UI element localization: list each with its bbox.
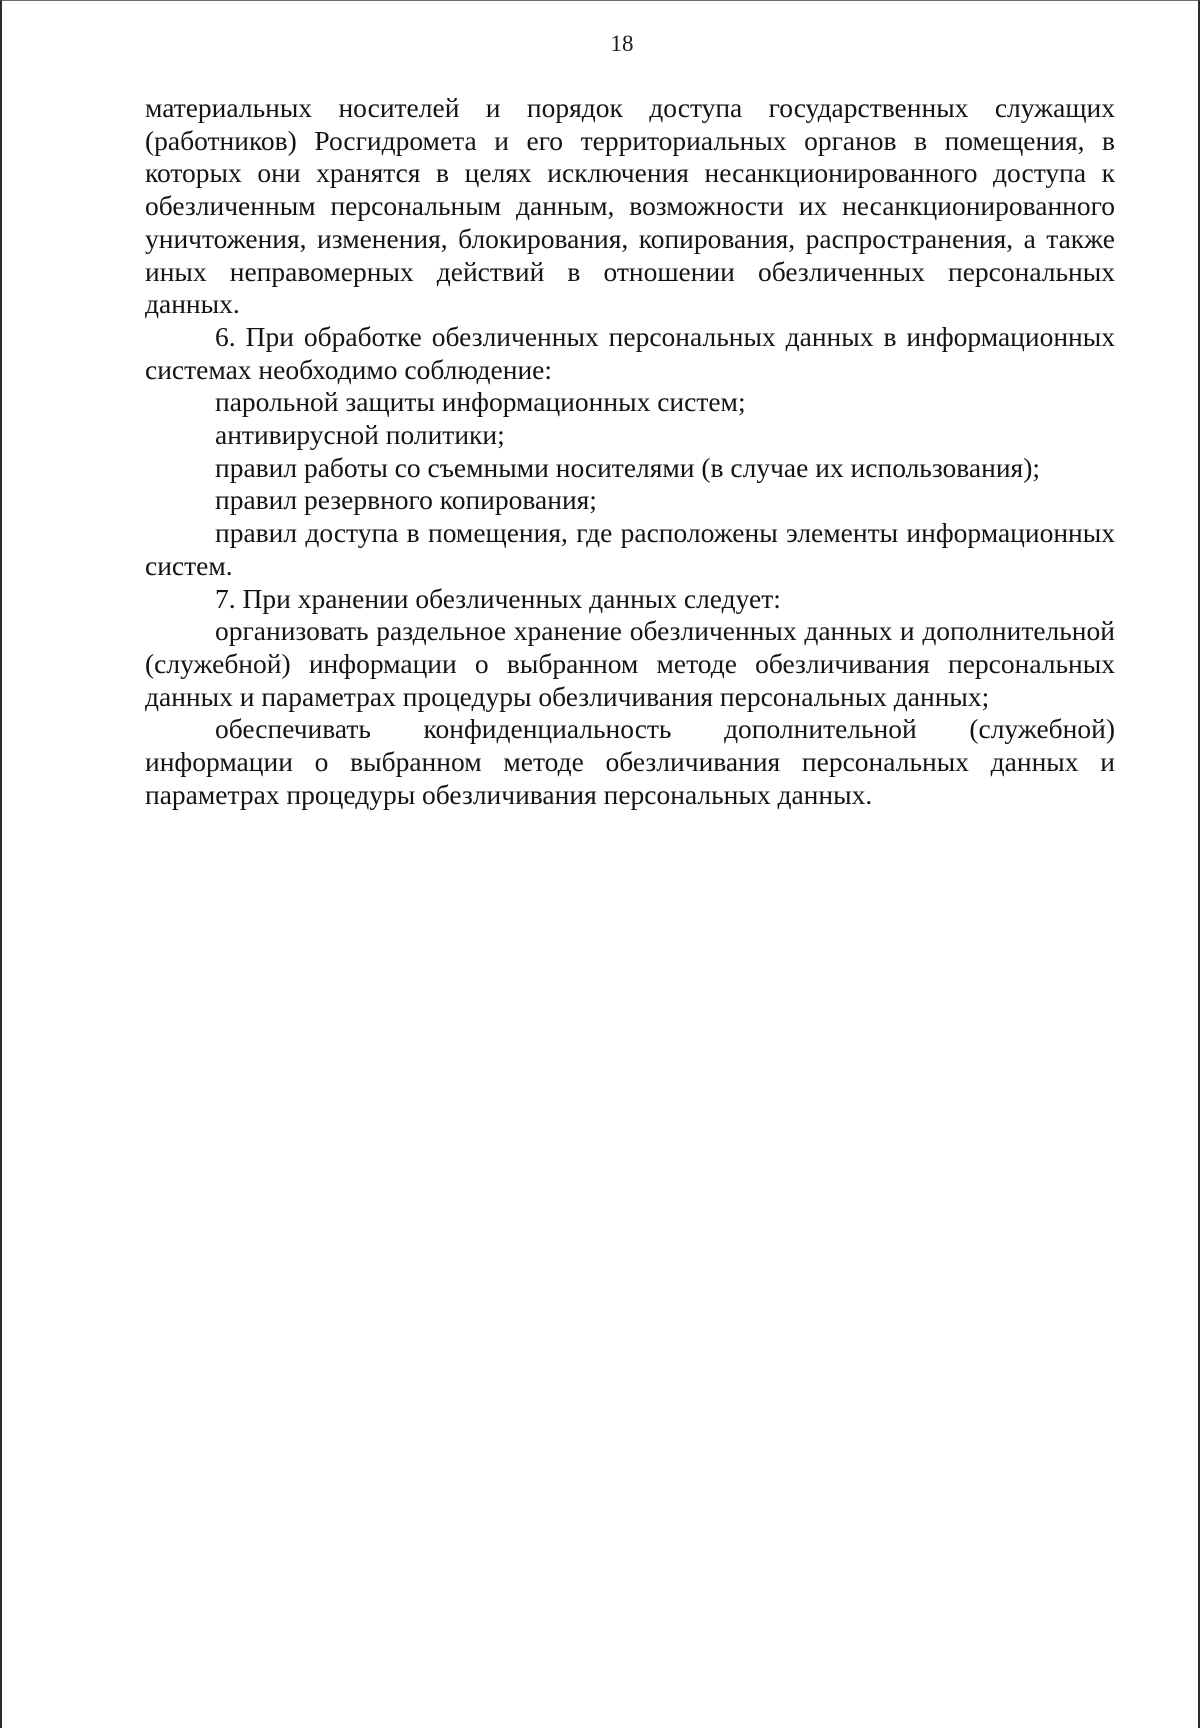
paragraph-item-7: 7. При хранении обезличенных данных следует:: [215, 582, 781, 614]
list-item-removable-media-rules: правил работы со съемными носителями (в случае их использования);: [215, 451, 1040, 483]
list-item-premises-access-rules: правил доступа в помещения, где расположены элементы информационных систем.: [145, 517, 1115, 581]
list-item-confidentiality: обеспечивать конфиденциальность дополнительной (служебной) информации о выбранном методе обезличивания персональных данных и параметрах процедуры обезличивания персональных данных.: [145, 713, 1115, 810]
page-number: 18: [610, 31, 634, 56]
list-item-backup-rules: правил резервного копирования;: [215, 484, 597, 516]
list-item-password-protection: парольной защиты информационных систем;: [215, 386, 746, 418]
document-body: [145, 92, 1115, 811]
list-item-separate-storage: организовать раздельное хранение обезличенных данных и дополнительной (служебной) информации о выбранном методе обезличивания персональных данных и параметрах процедуры обезличивания персональных данных;: [145, 615, 1115, 712]
paragraph-continuation: материальных носителей и порядок доступа государственных служащих (работников) Росгидромета и его территориальных органов в помещения, в которых они хранятся в целях исключения несанкционированного доступа к обезличенным персональным данным, возможности их несанкционированного уничтожения, изменения, блокирования, копирования, распространения, а также иных неправомерных действий в отношении обезличенных персональных данных.: [145, 92, 1115, 320]
paragraph-item-6: 6. При обработке обезличенных персональных данных в информационных системах необходимо соблюдение:: [145, 320, 1115, 385]
list-item-antivirus-policy: антивирусной политики;: [215, 419, 505, 451]
